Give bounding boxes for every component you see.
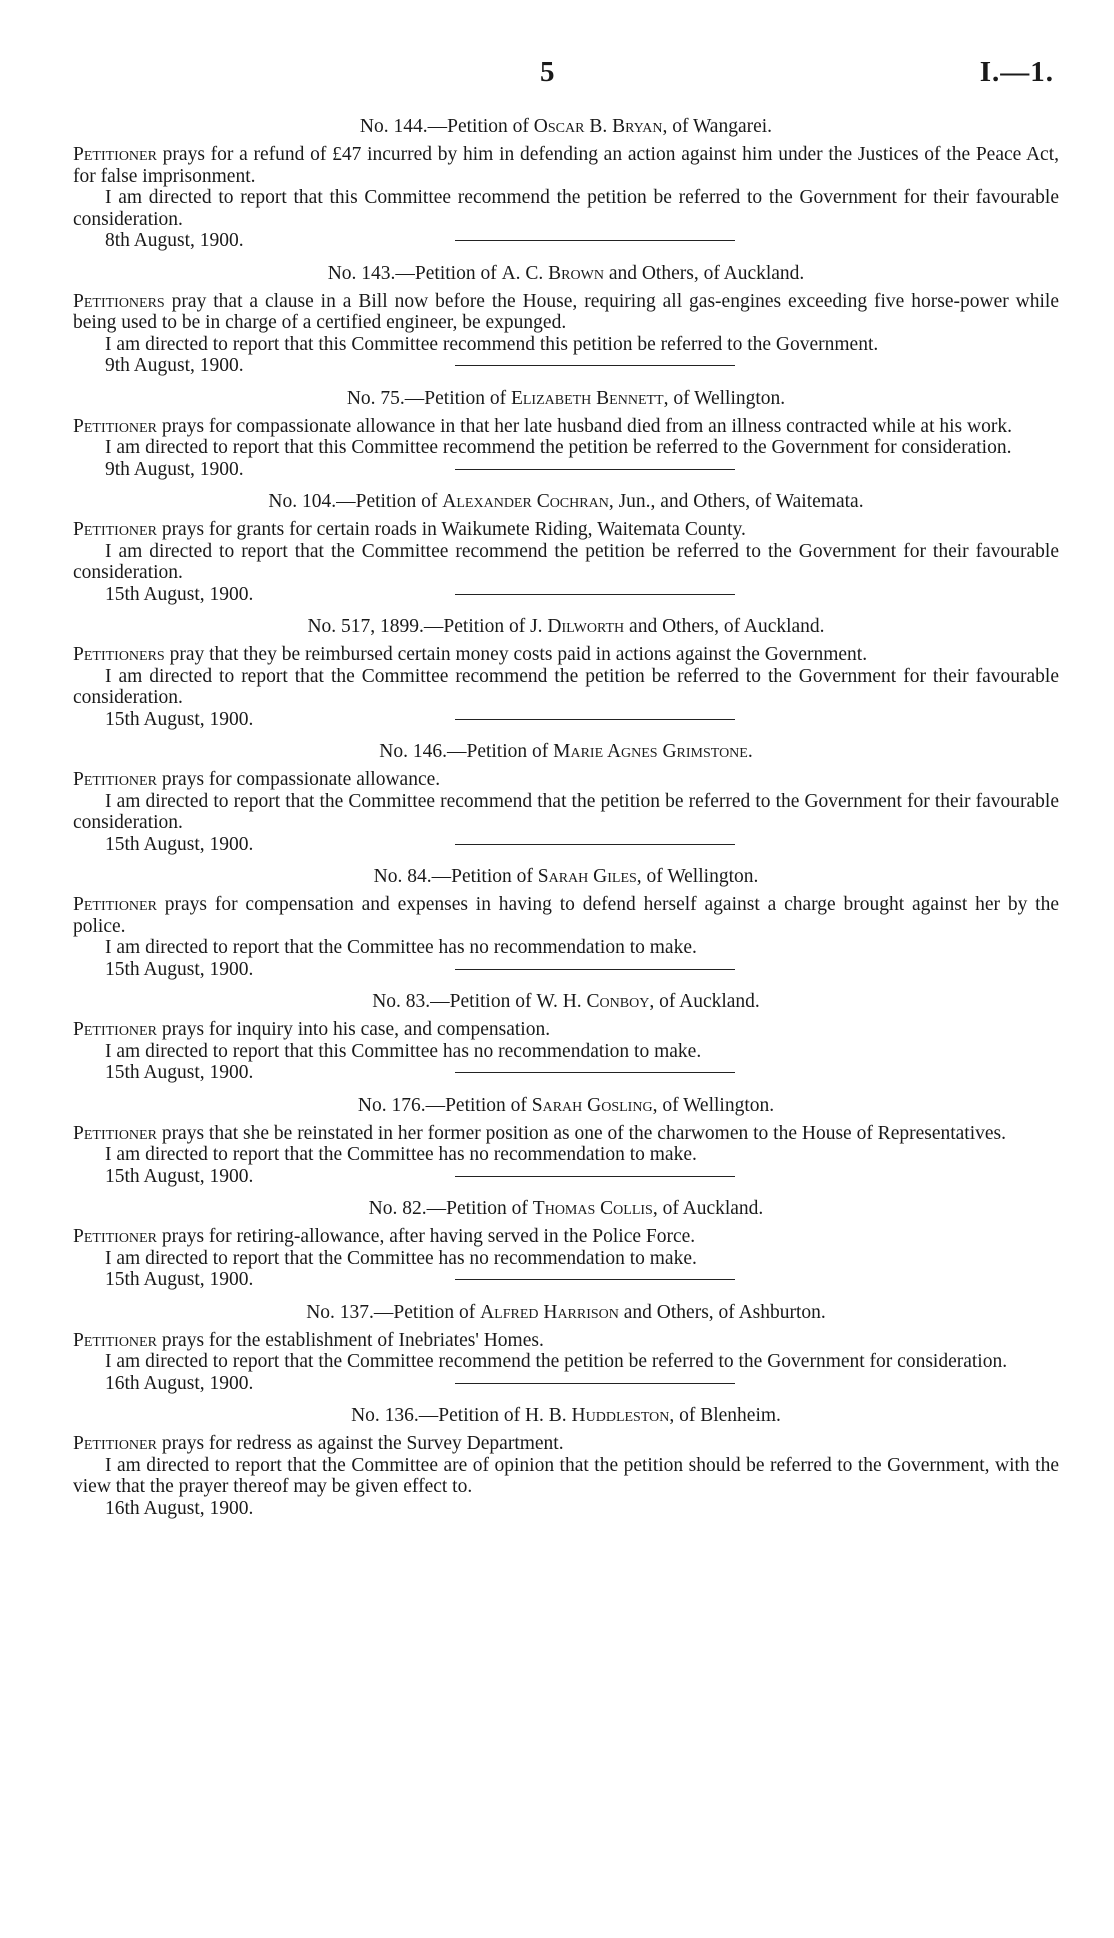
report-date-text: 15th August, 1900. xyxy=(105,958,254,980)
petitioner-name: Alfred Harrison xyxy=(480,1301,619,1323)
petitioner-name: Elizabeth Bennett xyxy=(510,387,664,409)
petition-entry xyxy=(73,1093,1059,1188)
section-divider xyxy=(455,469,735,470)
petition-number: No. 83.—Petition of xyxy=(372,991,537,1012)
report-date xyxy=(105,1373,1059,1395)
report-date-text: 15th August, 1900. xyxy=(105,1269,254,1290)
report-date-text: 16th August, 1900. xyxy=(105,1497,254,1519)
report-date xyxy=(105,1166,1059,1188)
petitioner-label: Petitioner xyxy=(73,519,157,540)
petition-entry xyxy=(73,386,1059,481)
petition-number: No. 146.—Petition of xyxy=(379,741,554,762)
petition-title xyxy=(73,614,1059,640)
report-date-text: 15th August, 1900. xyxy=(105,583,254,605)
prayer-text: prays for the establishment of Inebriates' Homes. xyxy=(156,1329,544,1351)
petition-title xyxy=(73,739,1059,765)
petition-entry xyxy=(73,489,1059,605)
petition-number: No. 104.—Petition of xyxy=(268,491,443,512)
committee-report: I am directed to report that the Committee recommend the petition be referred to the Government for consideration. xyxy=(105,1351,1008,1372)
petitioner-name: J. Dilworth xyxy=(530,616,625,637)
petition-list xyxy=(73,114,1059,1519)
petitioner-name: Sarah Gosling xyxy=(531,1094,653,1116)
petition-number: No. 75.—Petition of xyxy=(346,387,511,409)
petition-title xyxy=(73,386,1059,412)
committee-report: I am directed to report that the Committee recommend the petition be referred to the Government for their favourable consideration. xyxy=(73,665,1059,708)
document-reference: I.—1. xyxy=(979,56,1054,88)
petitioner-name: Sarah Giles xyxy=(537,866,637,887)
petition-entry xyxy=(73,989,1059,1084)
petition-origin: . xyxy=(747,741,753,762)
prayer-text: prays for a refund of £47 incurred by him in defending an action against him under the Justices of the Peace Act, for false imprisonment. xyxy=(73,144,1059,187)
petitioner-label: Petitioner xyxy=(73,1433,157,1454)
report-date xyxy=(105,230,1059,252)
petitioner-label: Petitioner xyxy=(73,1122,157,1144)
report-date-text: 15th August, 1900. xyxy=(105,833,254,855)
petition-title xyxy=(73,1300,1059,1326)
petition-number: No. 176.—Petition of xyxy=(357,1094,532,1116)
petitioner-label: Petitioner xyxy=(73,1226,157,1247)
prayer-text: prays for grants for certain roads in Waikumete Riding, Waitemata County. xyxy=(156,519,746,540)
petitioner-label: Petitioner xyxy=(73,415,157,437)
petition-title xyxy=(73,1403,1059,1429)
petition-origin: , of Auckland. xyxy=(652,1198,764,1219)
petitioner-name: Alexander Cochran xyxy=(442,491,609,512)
report-date-text: 15th August, 1900. xyxy=(105,1062,254,1083)
petition-prayer xyxy=(73,144,1059,187)
petition-entry xyxy=(73,1403,1059,1519)
petition-number: No. 517, 1899.—Petition of xyxy=(307,616,531,637)
report-date xyxy=(105,1498,1059,1520)
committee-report: I am directed to report that the Committee has no recommendation to make. xyxy=(105,1247,697,1269)
petition-title xyxy=(73,864,1059,890)
prayer-text: prays for compassionate allowance in that her late husband died from an illness contracted while at his work. xyxy=(156,415,1012,437)
section-divider xyxy=(455,969,735,970)
report-date-text: 15th August, 1900. xyxy=(105,1165,254,1187)
petitioner-name: Thomas Collis xyxy=(532,1198,653,1219)
petition-title xyxy=(73,1196,1059,1222)
prayer-text: prays for inquiry into his case, and compensation. xyxy=(156,1019,551,1040)
committee-report: I am directed to report that this Committee recommend the petition be referred to the Government for their favourable consideration. xyxy=(73,187,1059,230)
petition-origin: , of Wellington. xyxy=(636,866,759,887)
petitioner-name: Marie Agnes Grimstone xyxy=(553,741,748,762)
section-divider xyxy=(455,1383,735,1384)
petition-prayer xyxy=(73,1123,1059,1145)
section-divider xyxy=(455,1072,735,1073)
petitioner-name: A. C. Brown xyxy=(501,262,604,284)
petitioner-label: Petitioners xyxy=(73,644,165,665)
petition-entry xyxy=(73,864,1059,980)
report-date xyxy=(105,584,1059,606)
report-date xyxy=(105,709,1059,731)
petition-number: No. 143.—Petition of xyxy=(327,262,502,284)
report-date xyxy=(105,1269,1059,1291)
petition-origin: and Others, of Auckland. xyxy=(603,262,805,284)
petition-origin: , of Auckland. xyxy=(649,991,760,1012)
petitioner-label: Petitioner xyxy=(73,1019,157,1040)
petition-entry xyxy=(73,1196,1059,1291)
petition-origin: and Others, of Auckland. xyxy=(624,616,825,637)
petitioner-label: Petitioner xyxy=(73,769,157,790)
petition-prayer xyxy=(73,1433,1059,1455)
page-header xyxy=(0,56,1114,96)
petition-origin: , of Blenheim. xyxy=(669,1405,781,1426)
report-date xyxy=(105,459,1059,481)
page-number: 5 xyxy=(540,56,555,88)
report-date xyxy=(105,959,1059,981)
prayer-text: prays for retiring-allowance, after having served in the Police Force. xyxy=(156,1226,696,1247)
section-divider xyxy=(455,594,735,595)
prayer-text: prays for compassionate allowance. xyxy=(156,769,441,790)
petition-origin: , of Wellington. xyxy=(663,387,786,409)
petition-prayer xyxy=(73,1330,1059,1352)
petition-title xyxy=(73,489,1059,515)
prayer-text: prays for compensation and expenses in having to defend herself against a charge brought against her by the police. xyxy=(73,894,1059,937)
section-divider xyxy=(455,240,735,241)
petition-title xyxy=(73,114,1059,140)
petition-prayer xyxy=(73,416,1059,438)
petition-number: No. 82.—Petition of xyxy=(368,1198,533,1219)
petition-number: No. 137.—Petition of xyxy=(306,1301,481,1323)
committee-report: I am directed to report that this Committee recommend this petition be referred to the Government. xyxy=(105,333,879,355)
petitioner-label: Petitioner xyxy=(73,1329,157,1351)
petition-title xyxy=(73,1093,1059,1119)
petition-number: No. 144.—Petition of xyxy=(359,116,534,137)
report-date-text: 9th August, 1900. xyxy=(105,355,244,376)
committee-report: I am directed to report that the Committee recommend the petition be referred to the Government for their favourable consideration. xyxy=(73,540,1059,583)
petition-prayer xyxy=(73,519,1059,541)
petition-number: No. 136.—Petition of xyxy=(351,1405,525,1426)
committee-report: I am directed to report that the Committee has no recommendation to make. xyxy=(105,1144,697,1165)
petition-prayer xyxy=(73,644,1059,666)
petition-entry xyxy=(73,114,1059,252)
report-date-text: 15th August, 1900. xyxy=(105,708,254,730)
prayer-text: prays that she be reinstated in her former position as one of the charwomen to the House of Representatives. xyxy=(156,1122,1007,1144)
petition-prayer xyxy=(73,769,1059,791)
prayer-text: pray that a clause in a Bill now before the House, requiring all gas-engines exceeding five horse-power while being used to be in charge of a certified engineer, be expunged. xyxy=(73,290,1059,333)
petition-origin: , of Wangarei. xyxy=(662,116,773,137)
petition-entry xyxy=(73,614,1059,730)
petition-origin: , of Wellington. xyxy=(652,1094,775,1116)
petition-origin: , Jun., and Others, of Waitemata. xyxy=(608,491,864,512)
petition-entry xyxy=(73,1300,1059,1395)
petition-prayer xyxy=(73,1019,1059,1041)
petition-prayer xyxy=(73,291,1059,334)
report-date-text: 8th August, 1900. xyxy=(105,230,244,251)
petition-prayer xyxy=(73,1226,1059,1248)
petition-number: No. 84.—Petition of xyxy=(373,866,538,887)
petitioner-label: Petitioner xyxy=(73,894,157,915)
petition-origin: and Others, of Ashburton. xyxy=(618,1301,826,1323)
petition-prayer xyxy=(73,894,1059,937)
report-date-text: 9th August, 1900. xyxy=(105,458,244,480)
committee-report: I am directed to report that this Committee has no recommendation to make. xyxy=(105,1040,702,1062)
petitioner-label: Petitioners xyxy=(73,290,165,312)
committee-report: I am directed to report that the Committee has no recommendation to make. xyxy=(105,937,697,958)
report-date-text: 16th August, 1900. xyxy=(105,1372,254,1394)
section-divider xyxy=(455,844,735,845)
petition-entry xyxy=(73,739,1059,855)
petitioner-name: W. H. Conboy xyxy=(536,991,650,1012)
petitioner-label: Petitioner xyxy=(73,144,157,165)
committee-report: I am directed to report that the Committee are of opinion that the petition should be referred to the Government, with the view that the prayer thereof may be given effect to. xyxy=(73,1454,1059,1497)
report-date xyxy=(105,355,1059,377)
petitioner-name: H. B. Huddleston xyxy=(524,1405,670,1426)
section-divider xyxy=(455,1176,735,1177)
petition-title xyxy=(73,261,1059,287)
report-date xyxy=(105,834,1059,856)
prayer-text: pray that they be reimbursed certain money costs paid in actions against the Government. xyxy=(164,644,868,665)
committee-report: I am directed to report that this Committee recommend the petition be referred to the Government for consideration. xyxy=(105,437,1012,458)
petitioner-name: Oscar B. Bryan xyxy=(533,116,663,137)
section-divider xyxy=(455,365,735,366)
section-divider xyxy=(455,719,735,720)
report-date xyxy=(105,1062,1059,1084)
petition-title xyxy=(73,989,1059,1015)
section-divider xyxy=(455,1279,735,1280)
petition-entry xyxy=(73,261,1059,377)
committee-report: I am directed to report that the Committee recommend that the petition be referred to the Government for their favourable consideration. xyxy=(73,790,1059,833)
prayer-text: prays for redress as against the Survey Department. xyxy=(156,1433,564,1454)
